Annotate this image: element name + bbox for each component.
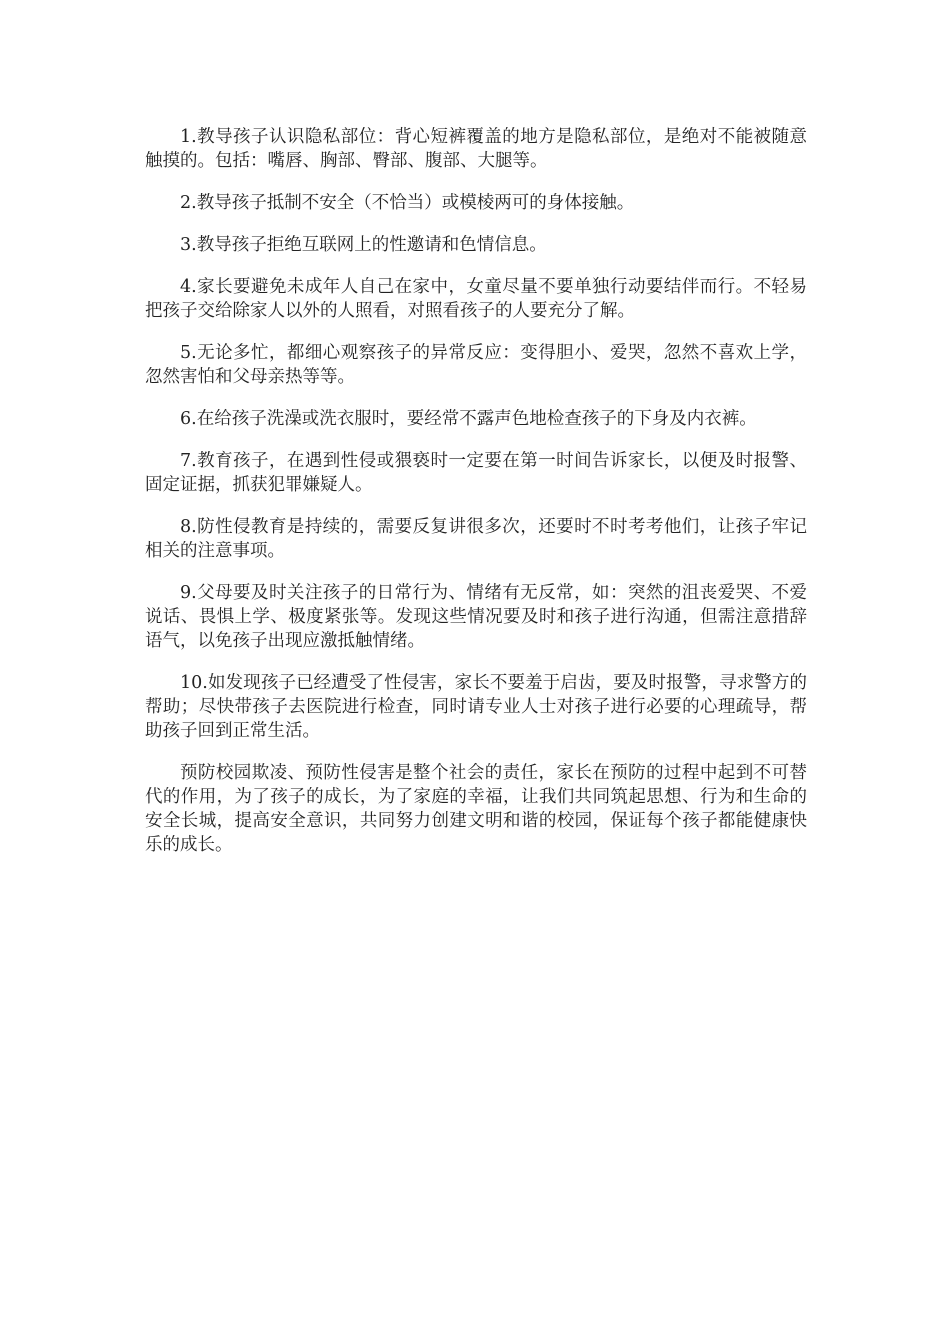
paragraph-tip-8: 8.防性侵教育是持续的，需要反复讲很多次，还要时不时考考他们，让孩子牢记相关的注意事项。 xyxy=(145,517,807,561)
paragraph-tip-7: 7.教育孩子，在遇到性侵或猥亵时一定要在第一时间告诉家长，以便及时报警、固定证据，抓获犯罪嫌疑人。 xyxy=(145,451,807,495)
paragraph-tip-9: 9.父母要及时关注孩子的日常行为、情绪有无反常，如：突然的沮丧爱哭、不爱说话、畏惧上学、极度紧张等。发现这些情况要及时和孩子进行沟通，但需注意措辞语气，以免孩子出现应激抵触情绪。 xyxy=(145,583,807,651)
paragraph-conclusion: 预防校园欺凌、预防性侵害是整个社会的责任，家长在预防的过程中起到不可替代的作用，为了孩子的成长，为了家庭的幸福，让我们共同筑起思想、行为和生命的安全长城，提高安全意识，共同努力创建文明和谐的校园，保证每个孩子都能健康快乐的成长。 xyxy=(145,763,807,855)
document-body xyxy=(145,125,807,875)
paragraph-tip-5: 5.无论多忙，都细心观察孩子的异常反应：变得胆小、爱哭，忽然不喜欢上学，忽然害怕和父母亲热等等。 xyxy=(145,343,807,387)
paragraph-tip-3: 3.教导孩子拒绝互联网上的性邀请和色情信息。 xyxy=(180,235,547,255)
paragraph-tip-2: 2.教导孩子抵制不安全（不恰当）或模棱两可的身体接触。 xyxy=(180,193,635,213)
paragraph-tip-4: 4.家长要避免未成年人自己在家中，女童尽量不要单独行动要结伴而行。不轻易把孩子交给除家人以外的人照看，对照看孩子的人要充分了解。 xyxy=(145,277,807,321)
paragraph-tip-10: 10.如发现孩子已经遭受了性侵害，家长不要羞于启齿，要及时报警，寻求警方的帮助；尽快带孩子去医院进行检查，同时请专业人士对孩子进行必要的心理疏导，帮助孩子回到正常生活。 xyxy=(145,673,807,741)
paragraph-tip-6: 6.在给孩子洗澡或洗衣服时，要经常不露声色地检查孩子的下身及内衣裤。 xyxy=(180,409,757,429)
paragraph-tip-1: 1.教导孩子认识隐私部位：背心短裤覆盖的地方是隐私部位，是绝对不能被随意触摸的。包括：嘴唇、胸部、臀部、腹部、大腿等。 xyxy=(145,127,807,171)
